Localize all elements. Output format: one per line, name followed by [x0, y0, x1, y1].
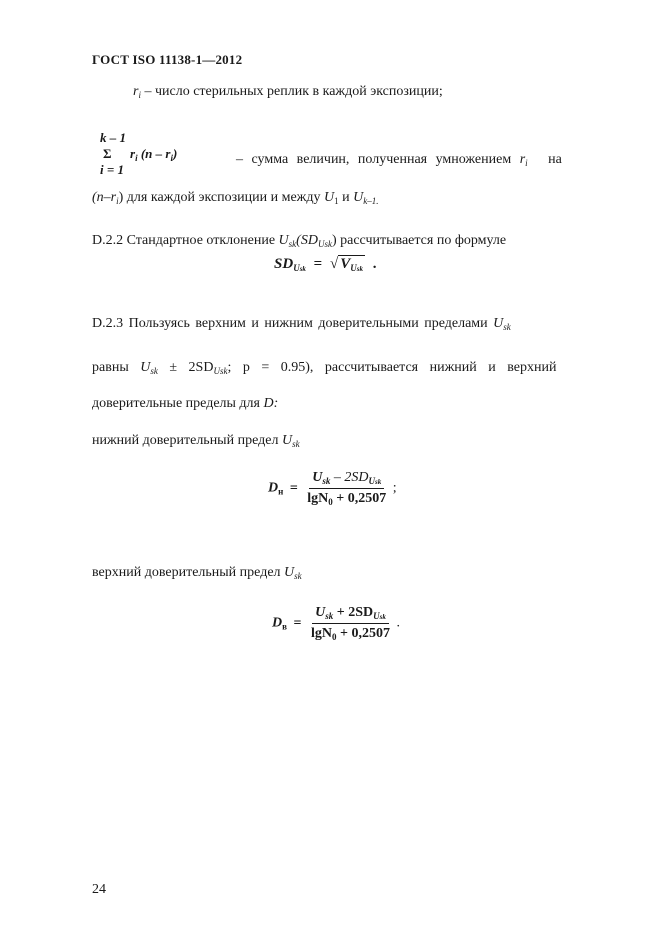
sqrt-icon: √	[329, 256, 339, 272]
lower-label-sub: sk	[292, 439, 300, 449]
lower-label-text: нижний доверительный предел	[92, 433, 282, 448]
summation-sigma: Σ	[103, 146, 112, 161]
d22-text-b: ) рассчитывается по формуле	[331, 233, 507, 248]
lower-den-lg: lgN	[307, 491, 329, 506]
d23-line1-sub: sk	[503, 322, 511, 332]
sd-lhs: SD	[274, 256, 294, 272]
definition-ri	[133, 84, 443, 100]
section-d22-text	[92, 233, 506, 249]
u1-sub: 1	[334, 196, 339, 206]
d23-line3-a: доверительные пределы для	[92, 396, 264, 411]
document-header: ГОСТ ISO 11138-1—2012	[92, 52, 243, 67]
sum-term-paren: (n – r	[140, 146, 171, 161]
lower-num-u: U	[312, 470, 323, 485]
d23-line2-sub: sk	[150, 366, 158, 376]
uk-sub: k–1.	[363, 196, 379, 206]
d22-paren-sub: Usk	[317, 239, 332, 249]
d23-line2-pm: ± 2SD	[157, 360, 214, 375]
upper-num-sub2: U	[373, 611, 380, 621]
section-d23-line3	[92, 396, 278, 412]
lower-label-sym: U	[281, 433, 293, 448]
d23-line1-sym: U	[493, 316, 504, 331]
line2-nri: (n–r	[92, 190, 117, 205]
u1-symbol: U	[323, 190, 335, 205]
sum-term-sub: i	[135, 153, 138, 163]
sum-term-r: r	[130, 146, 136, 161]
upper-label-sym: U	[284, 565, 295, 580]
section-d23-line1	[92, 316, 511, 332]
d23-line3-sym: D:	[263, 396, 279, 411]
sum-term-sub2: i	[170, 153, 173, 163]
ri-subscript: i	[138, 90, 141, 100]
d22-paren: (SD	[296, 233, 318, 248]
and-text: и	[338, 190, 354, 205]
sum-desc-symbol: r	[519, 152, 526, 167]
sd-v-sub: U	[350, 263, 357, 273]
upper-label-text: верхний доверительный предел	[92, 565, 285, 580]
lower-num-sub: sk	[322, 476, 331, 486]
ri-symbol: r	[133, 84, 139, 99]
d22-text-a: D.2.2 Стандартное отклонение	[92, 233, 279, 248]
formula-upper-limit	[272, 605, 400, 642]
uk-symbol: U	[353, 190, 364, 205]
upper-den-rest: + 0,2507	[336, 626, 390, 641]
section-d23-line2	[92, 360, 556, 376]
line2-sub: i	[116, 196, 119, 206]
upper-num-u: U	[315, 605, 326, 620]
sum-desc-text: – сумма величин, полученная умножением	[236, 152, 512, 167]
lower-numerator	[309, 470, 384, 489]
summation-description	[236, 152, 562, 168]
lower-lhs: D	[268, 480, 279, 496]
d22-sym-sub: sk	[288, 239, 297, 249]
sd-v-subsub: sk	[356, 265, 363, 273]
d22-sym: U	[278, 233, 289, 248]
summation-lower-limit: i = 1	[100, 162, 125, 177]
d23-line2-a: равны	[92, 360, 141, 375]
upper-label-sub: sk	[294, 571, 302, 581]
formula-sd	[274, 256, 376, 273]
summation-upper-limit: k – 1	[100, 130, 126, 145]
sd-lhs-subsub: sk	[299, 265, 306, 273]
upper-numerator	[312, 605, 389, 624]
d23-line2-sym: U	[140, 360, 151, 375]
sd-eq: =	[313, 256, 323, 272]
d23-line2-sub2: Usk	[213, 366, 228, 376]
upper-num-sub: sk	[325, 611, 334, 621]
lower-limit-label	[92, 433, 300, 449]
upper-limit-label	[92, 565, 302, 581]
sd-v: V	[340, 256, 351, 272]
summation-term	[130, 146, 177, 162]
lower-eq: =	[289, 480, 298, 496]
upper-den-lg: lgN	[310, 626, 332, 641]
upper-denominator	[308, 624, 393, 642]
sum-desc-sub: i	[525, 158, 528, 168]
line2-text: ) для каждой экспозиции и между	[118, 190, 324, 205]
upper-num-subsub: sk	[379, 613, 386, 621]
page-number: 24	[92, 882, 106, 897]
sd-lhs-sub: U	[293, 263, 300, 273]
upper-fraction	[308, 605, 393, 642]
lower-denominator	[304, 489, 389, 507]
lower-end: ;	[392, 480, 397, 496]
summation-line2	[92, 190, 378, 206]
d23-line1-text: D.2.3 Пользуясь верхним и нижним доверительными пределами	[92, 316, 494, 331]
upper-num-op: + 2SD	[333, 605, 374, 620]
formula-lower-limit	[268, 470, 397, 507]
sd-end: .	[372, 256, 377, 272]
upper-lhs-sub: в	[282, 621, 287, 632]
ri-text: – число стерильных реплик в каждой экспозиции;	[140, 84, 443, 99]
lower-num-subsub: sk	[375, 478, 382, 486]
sum-term-close: )	[172, 146, 178, 161]
lower-den-sub: 0	[328, 497, 333, 507]
upper-eq: =	[293, 615, 302, 631]
upper-lhs: D	[272, 615, 283, 631]
sum-desc-end: на	[548, 152, 562, 167]
lower-fraction	[304, 470, 389, 507]
lower-num-op: – 2SD	[330, 470, 369, 485]
d23-line2-p: ; p = 0.95), рассчитывается нижний и верхний	[227, 360, 557, 375]
lower-num-sub2: U	[368, 476, 376, 486]
lower-den-rest: + 0,2507	[332, 491, 387, 506]
upper-end: .	[396, 615, 400, 631]
lower-lhs-sub: н	[278, 486, 284, 497]
upper-den-sub: 0	[331, 632, 337, 642]
